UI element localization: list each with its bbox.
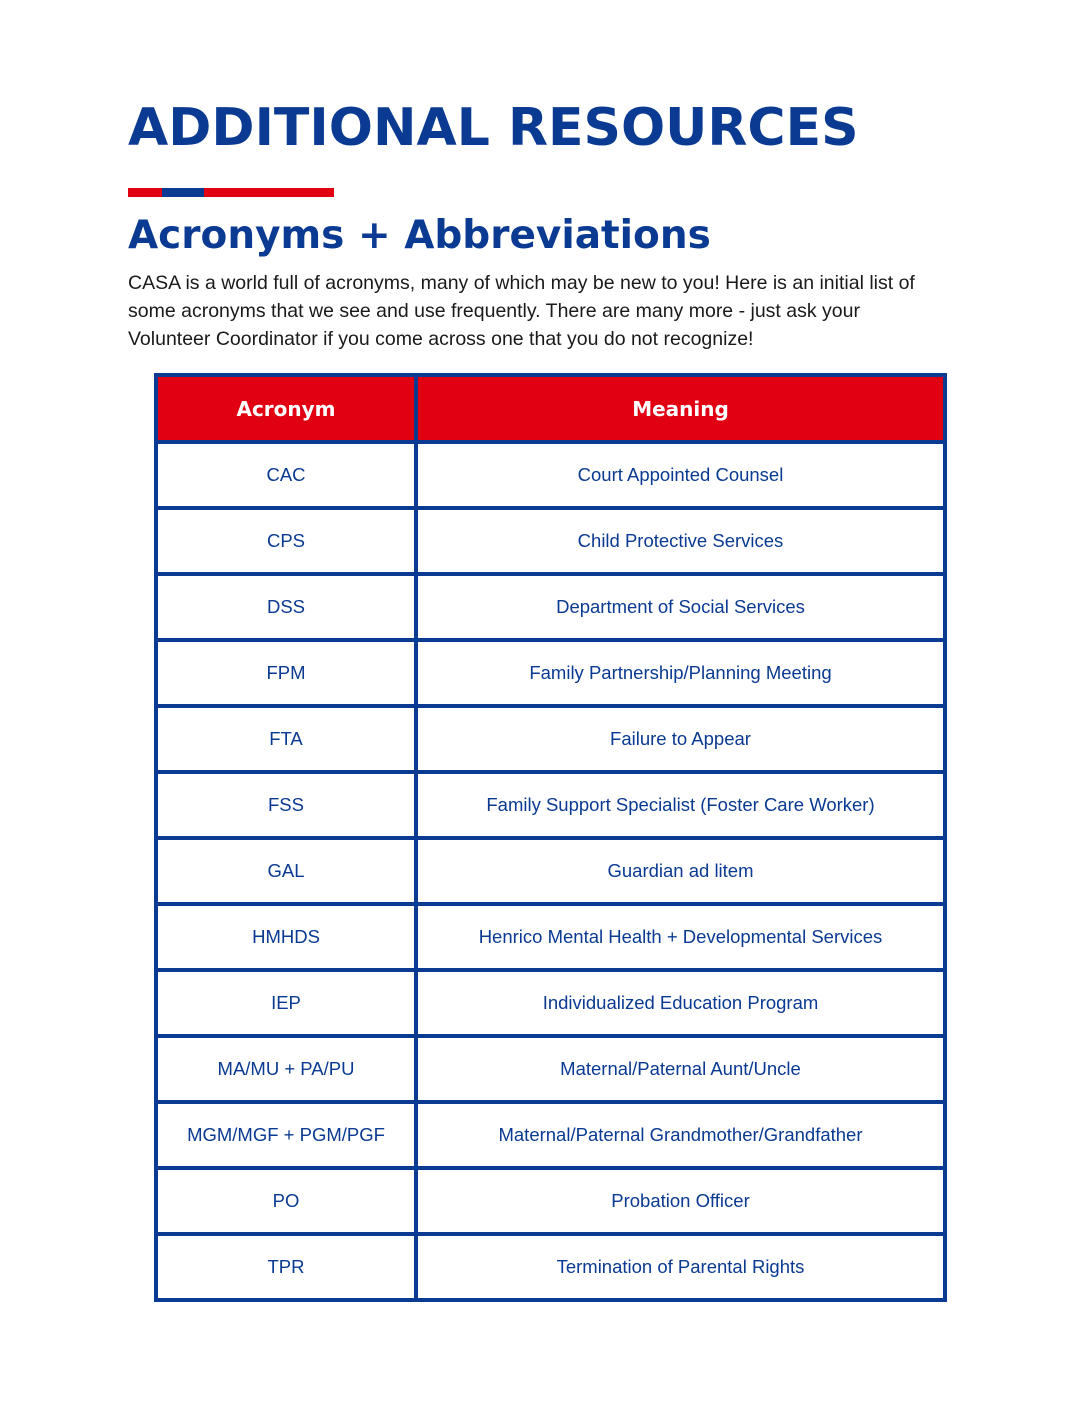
meaning-cell: Probation Officer: [416, 1168, 945, 1234]
meaning-cell: Child Protective Services: [416, 508, 945, 574]
table-row: [156, 1102, 945, 1168]
column-header-meaning: Meaning: [416, 375, 945, 442]
title-divider: [128, 188, 334, 197]
meaning-cell: Maternal/Paternal Grandmother/Grandfather: [416, 1102, 945, 1168]
acronym-cell: GAL: [156, 838, 416, 904]
meaning-cell: Family Support Specialist (Foster Care Worker): [416, 772, 945, 838]
acronym-cell: HMHDS: [156, 904, 416, 970]
table-row: [156, 838, 945, 904]
table-header-row: [156, 375, 945, 442]
acronym-cell: FTA: [156, 706, 416, 772]
acronym-cell: FPM: [156, 640, 416, 706]
table-row: [156, 1036, 945, 1102]
section-title: Acronyms + Abbreviations: [128, 213, 711, 258]
meaning-cell: Department of Social Services: [416, 574, 945, 640]
table-row: [156, 640, 945, 706]
meaning-cell: Court Appointed Counsel: [416, 442, 945, 508]
meaning-cell: Failure to Appear: [416, 706, 945, 772]
divider-red-segment: [204, 188, 334, 197]
acronym-cell: MA/MU + PA/PU: [156, 1036, 416, 1102]
table-row: [156, 1234, 945, 1300]
table-row: [156, 442, 945, 508]
meaning-cell: Termination of Parental Rights: [416, 1234, 945, 1300]
meaning-cell: Individualized Education Program: [416, 970, 945, 1036]
table-row: [156, 970, 945, 1036]
table-row: [156, 1168, 945, 1234]
acronym-cell: TPR: [156, 1234, 416, 1300]
table-row: [156, 904, 945, 970]
acronym-cell: CPS: [156, 508, 416, 574]
table-row: [156, 706, 945, 772]
intro-paragraph: CASA is a world full of acronyms, many of which may be new to you! Here is an initial list of some acronyms that we see and use frequently. There are many more - just ask your Volunteer Coordinator if you come across one that you do not recognize!: [128, 272, 915, 350]
acronym-cell: CAC: [156, 442, 416, 508]
page-title: ADDITIONAL RESOURCES: [128, 98, 859, 158]
acronym-table: [154, 373, 947, 1302]
acronym-cell: IEP: [156, 970, 416, 1036]
acronym-cell: FSS: [156, 772, 416, 838]
meaning-cell: Henrico Mental Health + Developmental Services: [416, 904, 945, 970]
meaning-cell: Maternal/Paternal Aunt/Uncle: [416, 1036, 945, 1102]
table-row: [156, 574, 945, 640]
divider-red-segment: [128, 188, 162, 197]
acronym-cell: MGM/MGF + PGM/PGF: [156, 1102, 416, 1168]
table-row: [156, 508, 945, 574]
table-row: [156, 772, 945, 838]
divider-blue-segment: [162, 188, 204, 197]
acronym-cell: PO: [156, 1168, 416, 1234]
acronym-cell: DSS: [156, 574, 416, 640]
meaning-cell: Family Partnership/Planning Meeting: [416, 640, 945, 706]
column-header-acronym: Acronym: [156, 375, 416, 442]
meaning-cell: Guardian ad litem: [416, 838, 945, 904]
